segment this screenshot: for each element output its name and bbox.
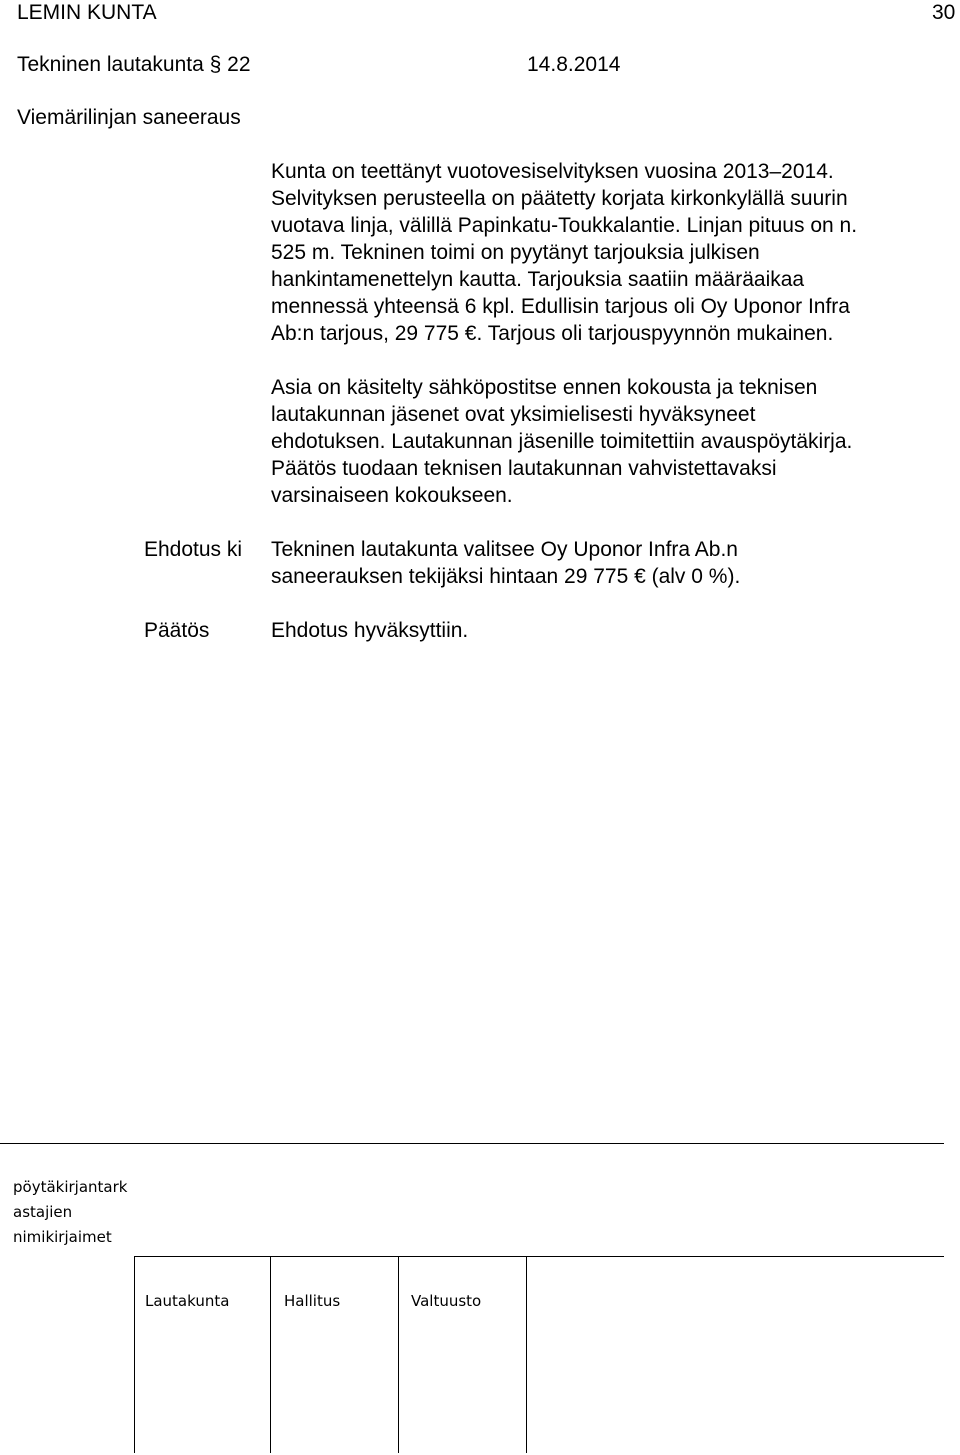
column-divider [134, 1257, 135, 1453]
paragraph-line: varsinaiseen kokoukseen. [271, 484, 513, 507]
decision-text: Ehdotus hyväksyttiin. [271, 619, 469, 642]
page-number: 30 [932, 1, 956, 24]
paragraph-line: hankintamenettelyn kautta. Tarjouksia saatiin määräaikaa [271, 268, 805, 291]
paragraph-line: mennessä yhteensä 6 kpl. Edullisin tarjous oli Oy Uponor Infra [271, 295, 850, 318]
paragraph-line: 525 m. Tekninen toimi on pyytänyt tarjouksia julkisen [271, 241, 760, 264]
paragraph-line: ehdotuksen. Lautakunnan jäsenille toimitettiin avauspöytäkirja. [271, 430, 853, 453]
procedure-paragraph [271, 374, 951, 509]
signature-table [134, 1256, 944, 1453]
paragraph-line: Selvityksen perusteella on päätetty korjata kirkonkylällä suurin [271, 187, 848, 210]
paragraph-line: Päätös tuodaan teknisen lautakunnan vahvistettavaksi [271, 457, 777, 480]
column-lautakunta: Lautakunta [145, 1292, 230, 1310]
column-valtuusto: Valtuusto [411, 1292, 482, 1310]
initials-label-line: astajien [13, 1203, 73, 1221]
proposal-line: saneerauksen tekijäksi hintaan 29 775 € (alv 0 %). [271, 565, 741, 588]
initials-label-line: nimikirjaimet [13, 1228, 112, 1246]
column-divider [398, 1257, 399, 1453]
footer-divider [0, 1143, 944, 1144]
column-divider [526, 1257, 527, 1453]
initials-label [13, 1175, 127, 1250]
subject-title: Viemärilinjan saneeraus [17, 106, 241, 129]
proposal-label: Ehdotus ki [144, 538, 243, 561]
paragraph-line: lautakunnan jäsenet ovat yksimielisesti hyväksyneet [271, 403, 756, 426]
paragraph-line: Ab:n tarjous, 29 775 €. Tarjous oli tarjouspyynnön mukainen. [271, 322, 834, 345]
decision-label: Päätös [144, 619, 210, 642]
column-hallitus: Hallitus [284, 1292, 341, 1310]
initials-label-line: pöytäkirjantark [13, 1178, 128, 1196]
paragraph-line: Asia on käsitelty sähköpostitse ennen kokousta ja teknisen [271, 376, 818, 399]
organization-name: LEMIN KUNTA [17, 1, 157, 24]
paragraph-line: vuotava linja, välillä Papinkatu-Toukkalantie. Linjan pituus on n. [271, 214, 858, 237]
meeting-body: Tekninen lautakunta § 22 [17, 53, 251, 76]
proposal-text [271, 536, 951, 590]
meeting-date: 14.8.2014 [527, 53, 621, 76]
proposal-line: Tekninen lautakunta valitsee Oy Uponor Infra Ab.n [271, 538, 738, 561]
column-divider [270, 1257, 271, 1453]
paragraph-line: Kunta on teettänyt vuotovesiselvityksen vuosina 2013–2014. [271, 160, 834, 183]
background-paragraph [271, 158, 951, 347]
